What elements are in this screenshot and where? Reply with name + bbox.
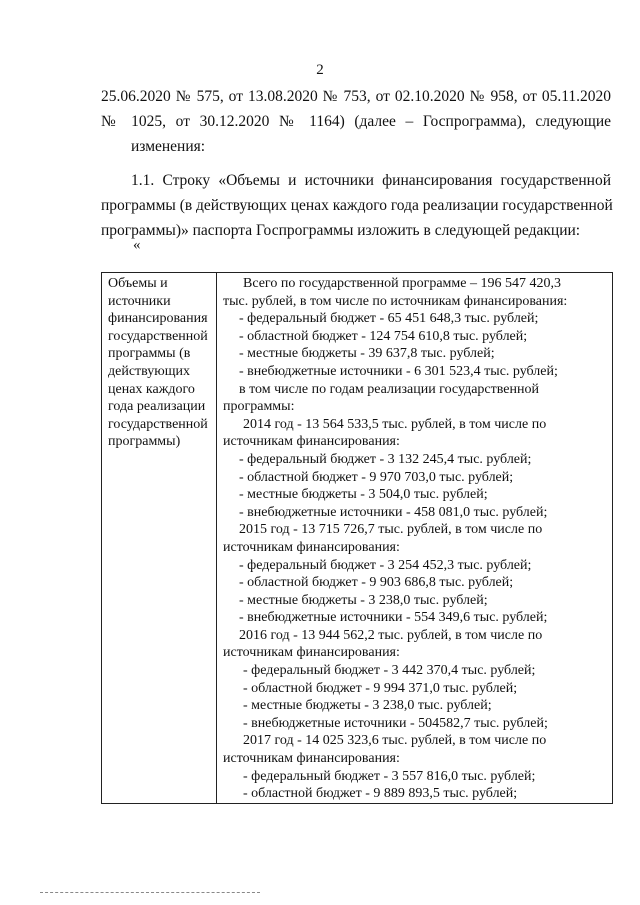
content-line: - местные бюджеты - 3 504,0 тыс. рублей; xyxy=(239,487,488,503)
content-line: источникам финансирования: xyxy=(223,751,400,767)
content-line: 2017 год - 14 025 323,6 тыс. рублей, в том числе по xyxy=(243,733,547,749)
label-line: государственной xyxy=(108,328,208,344)
content-line: - областной бюджет - 9 970 703,0 тыс. рублей; xyxy=(239,469,514,485)
label-line: года реализации xyxy=(108,399,206,415)
content-line: - федеральный бюджет - 3 442 370,4 тыс. рублей; xyxy=(243,663,536,679)
label-line: Объемы и xyxy=(108,276,168,291)
page-number: 2 xyxy=(316,62,324,78)
item-paragraph xyxy=(101,168,611,243)
content-line: - местные бюджеты - 3 238,0 тыс. рублей; xyxy=(239,592,488,608)
opening-quote: « xyxy=(133,237,141,253)
intro-line: 25.06.2020 № 575, от 13.08.2020 № 753, от 02.10.2020 № 958, от 05.11.2020 xyxy=(101,88,611,105)
label-cell xyxy=(102,273,217,804)
content-line: - федеральный бюджет - 3 557 816,0 тыс. рублей; xyxy=(243,768,536,784)
item-line: программы (в действующих ценах каждого года реализации государственной xyxy=(101,197,613,214)
label-line: ценах каждого xyxy=(108,381,195,397)
content-line: - внебюджетные источники - 458 081,0 тыс. рублей; xyxy=(239,504,548,520)
content-cell xyxy=(217,273,613,804)
content-line: в том числе по годам реализации государственной xyxy=(239,381,539,397)
content-line: - местные бюджеты - 3 238,0 тыс. рублей; xyxy=(243,698,492,714)
content-line: - внебюджетные источники - 6 301 523,4 тыс. рублей; xyxy=(239,363,558,379)
content-line: 2014 год - 13 564 533,5 тыс. рублей, в том числе по xyxy=(243,416,547,432)
intro-paragraph xyxy=(101,84,611,159)
label-line: программы (в xyxy=(108,346,191,362)
content-line: Всего по государственной программе – 196 547 420,3 xyxy=(243,276,561,291)
content-line: - внебюджетные источники - 554 349,6 тыс. рублей; xyxy=(239,610,548,626)
content-line: - областной бюджет - 124 754 610,8 тыс. рублей; xyxy=(239,328,528,344)
label-line: программы) xyxy=(108,434,181,450)
item-line: 1.1. Строку «Объемы и источники финансирования государственной xyxy=(131,172,611,189)
content-line: источникам финансирования: xyxy=(223,434,400,450)
label-line: источники xyxy=(108,293,171,309)
content-line: - федеральный бюджет - 3 132 245,4 тыс. рублей; xyxy=(239,451,532,467)
content-line: источникам финансирования: xyxy=(223,645,400,661)
label-line: государственной xyxy=(108,416,208,432)
content-line: программы: xyxy=(223,399,295,415)
label-line: финансирования xyxy=(108,311,208,327)
footnote-divider xyxy=(40,892,260,893)
content-line: - областной бюджет - 9 903 686,8 тыс. рублей; xyxy=(239,575,514,591)
table-row xyxy=(102,273,613,804)
content-line: - областной бюджет - 9 889 893,5 тыс. рублей; xyxy=(243,786,518,802)
content-line: - федеральный бюджет - 3 254 452,3 тыс. рублей; xyxy=(239,557,532,573)
content-line: - внебюджетные источники - 504582,7 тыс. рублей; xyxy=(243,715,548,731)
content-line: - федеральный бюджет - 65 451 648,3 тыс. рублей; xyxy=(239,311,539,327)
content-line: 2016 год - 13 944 562,2 тыс. рублей, в том числе по xyxy=(239,627,543,643)
content-line: источникам финансирования: xyxy=(223,539,400,555)
passport-table xyxy=(101,272,613,804)
label-line: действующих xyxy=(108,363,191,379)
intro-line: изменения: xyxy=(131,138,206,155)
intro-line: № 1025, от 30.12.2020 № 1164) (далее – Госпрограмма), следующие xyxy=(101,113,611,130)
content-line: 2015 год - 13 715 726,7 тыс. рублей, в том числе по xyxy=(239,522,543,538)
item-line: программы)» паспорта Госпрограммы изложить в следующей редакции: xyxy=(101,222,581,239)
content-line: - местные бюджеты - 39 637,8 тыс. рублей; xyxy=(239,346,495,362)
content-line: тыс. рублей, в том числе по источникам финансирования: xyxy=(223,293,568,309)
content-line: - областной бюджет - 9 994 371,0 тыс. рублей; xyxy=(243,680,518,696)
